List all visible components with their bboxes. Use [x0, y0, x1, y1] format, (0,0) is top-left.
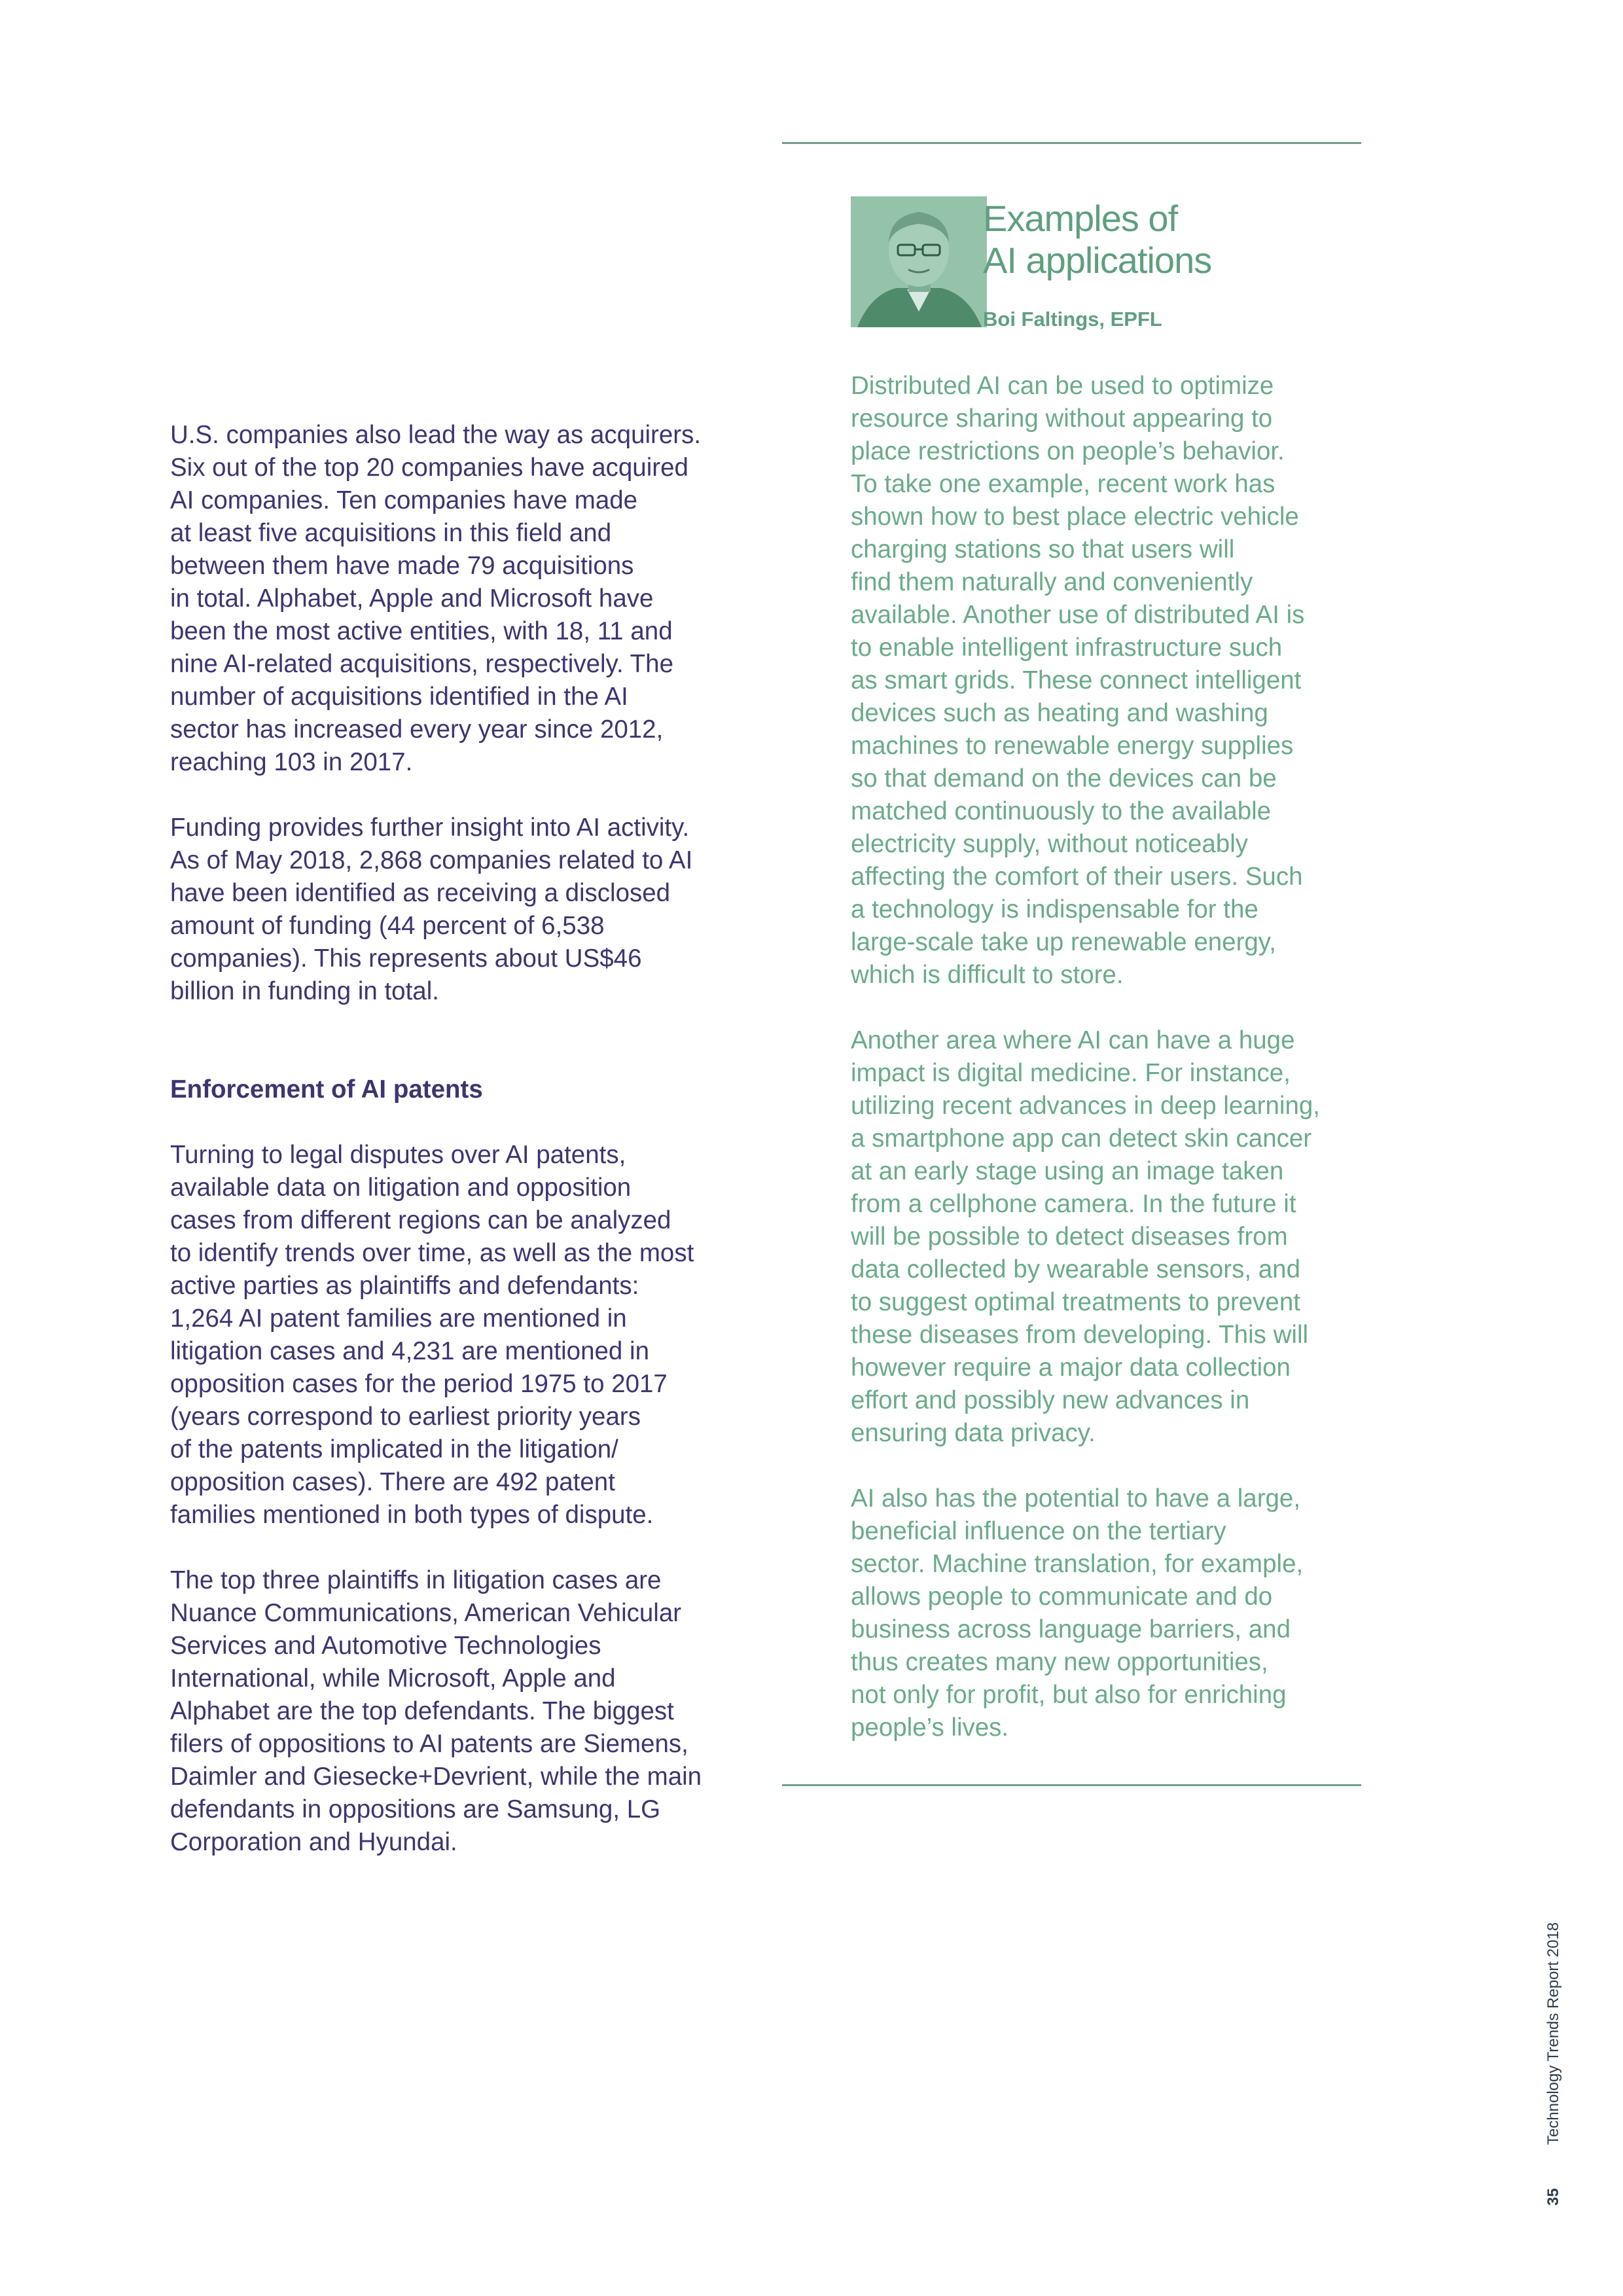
paragraph-top-plaintiffs: The top three plaintiffs in litigation cases are Nuance Communications, American Vehicular Services and Automotive Technologies International, while Microsoft, Apple and Alphabet are the top defendants. The biggest filers of oppositions to AI patents are Siemens, Daimler and Giesecke+Devrient, while the main defendants in oppositions are Samsung, LG Corporation and Hyundai. [170, 1566, 702, 1856]
box-bottom-rule [782, 1784, 1361, 1786]
box-paragraph-tertiary-sector: AI also has the potential to have a large, beneficial influence on the tertiary sector. Machine translation, for example, allows people to communicate and do business across language barriers, and thus creates many new opportunities, not only for profit, but also for enriching people’s lives. [851, 1484, 1304, 1742]
portrait-image [851, 196, 987, 327]
box-byline: Boi Faltings, EPFL [983, 308, 1162, 331]
section-heading: Enforcement of AI patents [170, 1075, 483, 1103]
box-text-column [851, 370, 1368, 1777]
box-top-rule [782, 142, 1361, 144]
paragraph-legal-disputes: Turning to legal disputes over AI patents, available data on litigation and opposition cases from different regions can be analyzed to identify trends over time, as well as the most active parties as plaintiffs and defendants: 1,264 AI patent families are mentioned in litigation cases and 4,231 are mentioned in opposition cases for the period 1975 to 2017 (years correspond to earliest priority years of the patents implicated in the litigation/ opposition cases). There are 492 patent families mentioned in both types of dispute. [170, 1141, 694, 1529]
page-footer [1544, 1922, 1563, 2206]
main-text-column [170, 419, 759, 1892]
report-title: Technology Trends Report 2018 [1544, 1922, 1562, 2145]
page-number: 35 [1544, 2188, 1562, 2206]
box-paragraph-distributed-ai: Distributed AI can be used to optimize resource sharing without appearing to place restrictions on people’s behavior. To take one example, recent work has shown how to best place electric vehicle charging stations so that users will find them naturally and conveniently available. Another use of distributed AI is to enable intelligent infrastructure such as smart grids. These connect intelligent devices such as heating and washing machines to renewable energy supplies so that demand on the devices can be matched continuously to the available electricity supply, without noticeably affecting the comfort of their users. Such a technology is indispensable for the large-scale take up renewable energy, which is difficult to store. [851, 372, 1305, 989]
author-portrait [851, 196, 987, 327]
paragraph-acquisitions: U.S. companies also lead the way as acquirers. Six out of the top 20 companies have acquired AI companies. Ten companies have made at least five acquisitions in this field and between them have made 79 acquisitions in total. Alphabet, Apple and Microsoft have been the most active entities, with 18, 11 and nine AI-related acquisitions, respectively. The number of acquisitions identified in the AI sector has increased every year since 2012, reaching 103 in 2017. [170, 421, 702, 776]
box-paragraph-digital-medicine: Another area where AI can have a huge impact is digital medicine. For instance, utilizing recent advances in deep learning, a smartphone app can detect skin cancer at an early stage using an image taken from a cellphone camera. In the future it will be possible to detect diseases from data collected by wearable sensors, and to suggest optimal treatments to prevent these diseases from developing. This will however require a major data collection effort and possibly new advances in ensuring data privacy. [851, 1026, 1320, 1447]
box-title: Examples of AI applications [983, 198, 1212, 281]
paragraph-funding: Funding provides further insight into AI activity. As of May 2018, 2,868 companies related to AI have been identified as receiving a disclosed amount of funding (44 percent of 6,538 companies). This represents about US$46 billion in funding in total. [170, 814, 693, 1005]
